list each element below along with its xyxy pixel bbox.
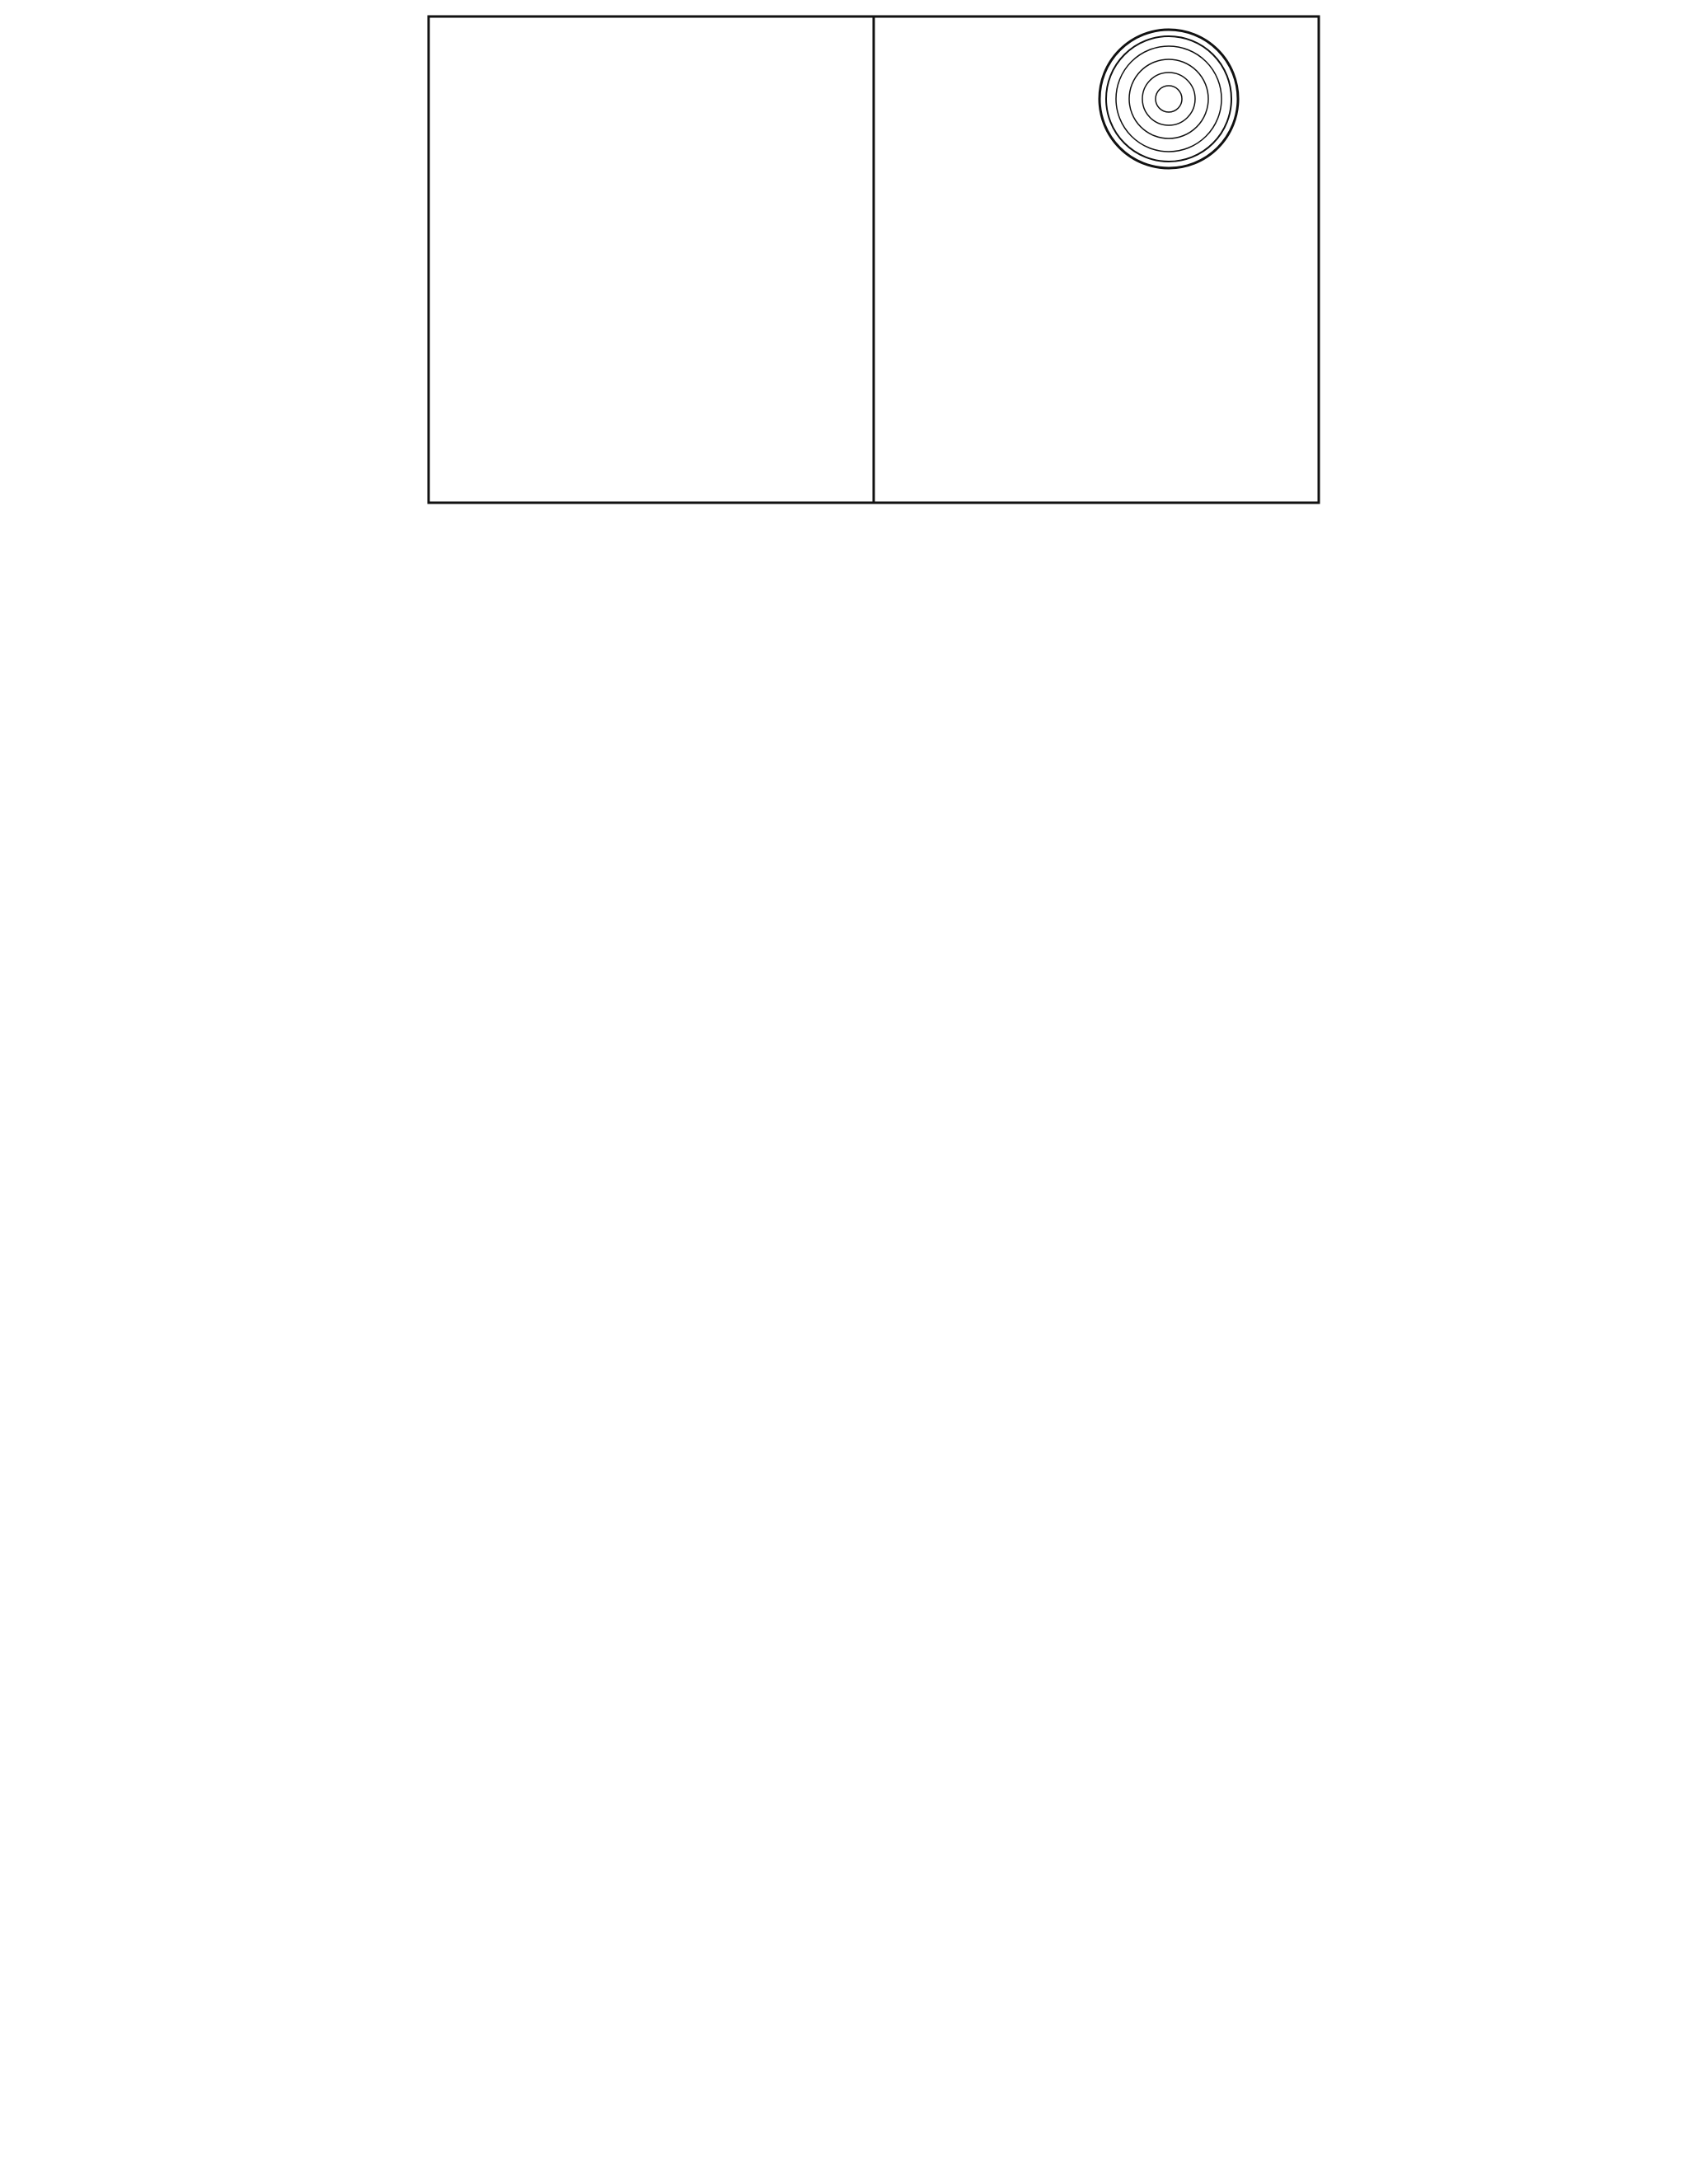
panel-a-frame (429, 16, 874, 503)
panel-b (0, 0, 1319, 503)
panel-a (0, 0, 874, 503)
figure (0, 0, 1688, 577)
micelle-icon (1100, 30, 1238, 168)
panel-b-frame (874, 16, 1319, 503)
